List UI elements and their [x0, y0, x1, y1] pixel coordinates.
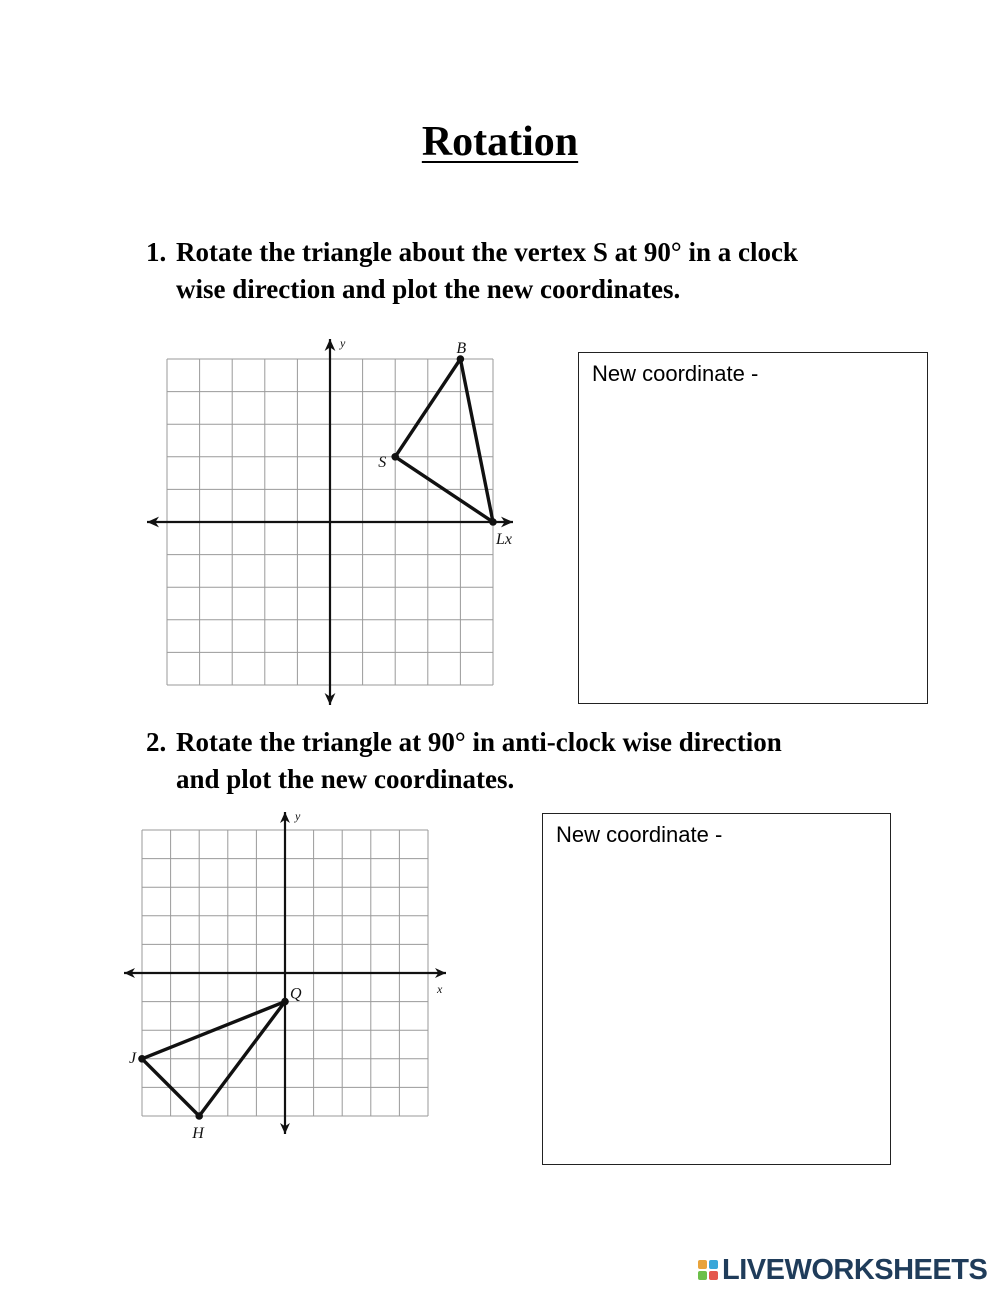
vertex-label: B [456, 340, 467, 357]
vertex-label: H [192, 1125, 204, 1142]
vertex-point [489, 518, 497, 526]
logo-tile [709, 1271, 718, 1280]
vertex-label: J [129, 1049, 137, 1067]
answer-box-2[interactable] [542, 813, 891, 1165]
y-axis-label: y [340, 336, 346, 350]
triangle-vertices [129, 986, 302, 1142]
question-number: 1. [146, 237, 167, 267]
logo-tile [709, 1260, 718, 1269]
vertex-label: Q [290, 985, 302, 1003]
triangle [395, 359, 493, 522]
vertex-point [138, 1055, 146, 1063]
vertex-label: Lx [496, 531, 512, 548]
vertex-point [391, 453, 399, 461]
question-text-line2: wise direction and plot the new coordinates. [176, 274, 681, 304]
liveworksheets-logo [698, 1255, 987, 1285]
answer-input-1[interactable] [589, 397, 917, 693]
answer-box-1[interactable] [578, 352, 928, 704]
brand-name: LIVEWORKSHEETS [722, 1253, 988, 1286]
question-2 [146, 724, 906, 798]
vertex-point [195, 1112, 203, 1120]
logo-tiles-icon [698, 1260, 718, 1280]
coordinate-grid-1 [140, 330, 530, 710]
vertex-point [281, 998, 289, 1006]
answer-input-2[interactable] [553, 858, 880, 1154]
question-text-line2: and plot the new coordinates. [176, 764, 515, 794]
answer-label: New coordinate - [556, 822, 723, 847]
vertex-label: S [378, 453, 387, 471]
axes [124, 809, 446, 1134]
coordinate-grid-2 [115, 808, 460, 1143]
x-axis-label: x [437, 982, 443, 996]
logo-tile [698, 1271, 707, 1280]
page-title: Rotation [421, 119, 579, 165]
question-number: 2. [146, 727, 167, 757]
question-1 [146, 234, 906, 308]
question-text-line1: Rotate the triangle about the vertex S at 90° in a clock [176, 237, 798, 267]
question-text-line1: Rotate the triangle at 90° in anti-clock wise direction [176, 727, 782, 757]
logo-tile [698, 1260, 707, 1269]
answer-label: New coordinate - [592, 361, 759, 386]
y-axis-label: y [295, 809, 301, 823]
